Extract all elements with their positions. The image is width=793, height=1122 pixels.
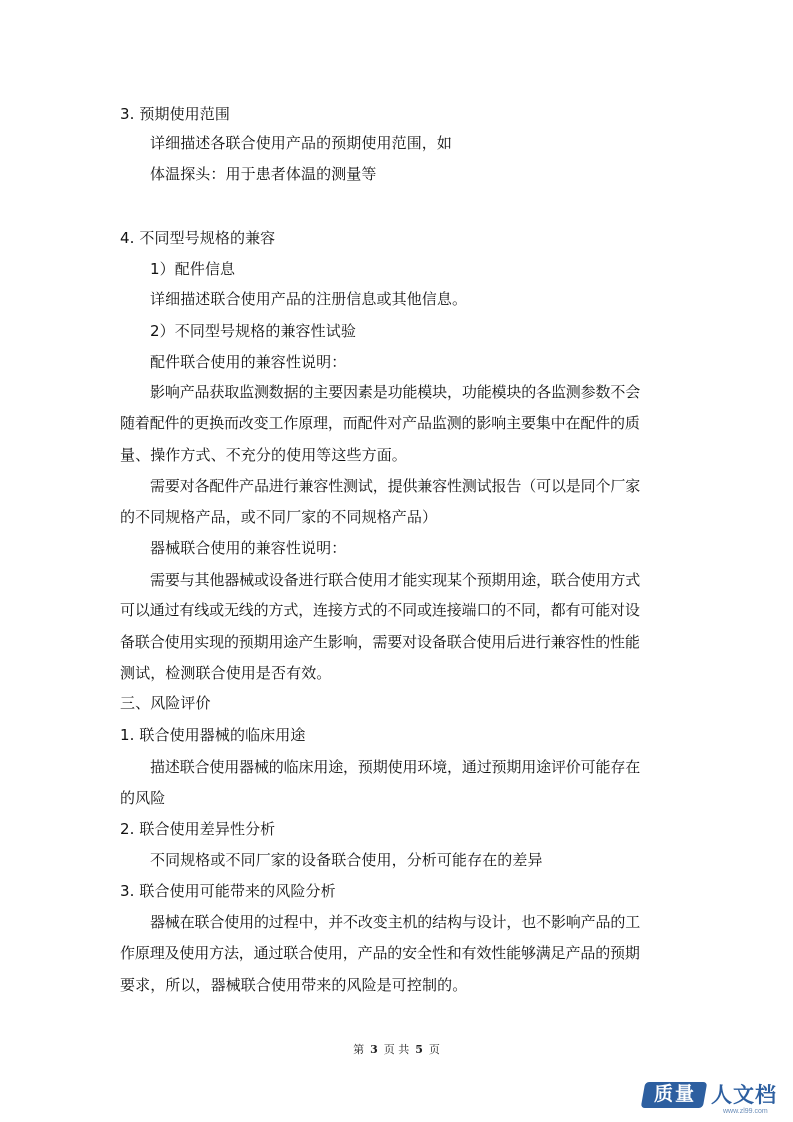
subsection-heading: 1）配件信息 xyxy=(150,260,236,278)
paragraph-line: 要求，所以，器械联合使用带来的风险是可控制的。 xyxy=(120,976,468,994)
section-heading: 3. 联合使用可能带来的风险分析 xyxy=(120,882,336,900)
chapter-heading: 三、风险评价 xyxy=(120,694,211,712)
paragraph-line: 需要与其他器械或设备进行联合使用才能实现某个预期用途，联合使用方式 xyxy=(150,571,641,589)
paragraph-line: 需要对各配件产品进行兼容性测试，提供兼容性测试报告（可以是同个厂家 xyxy=(150,477,641,495)
paragraph-line: 详细描述联合使用产品的注册信息或其他信息。 xyxy=(150,290,468,308)
paragraph-line: 体温探头：用于患者体温的测量等 xyxy=(150,165,377,183)
watermark-badge-text: 质量 xyxy=(653,1083,696,1105)
paragraph-line: 的不同规格产品，或不同厂家的不同规格产品） xyxy=(120,508,438,526)
watermark-url: www.zl99.com xyxy=(723,1108,768,1115)
footer-suffix: 页 xyxy=(428,1043,440,1056)
paragraph-line: 量、操作方式、不充分的使用等这些方面。 xyxy=(120,446,407,464)
footer-middle: 页 共 xyxy=(383,1043,410,1056)
paragraph-line: 作原理及使用方法，通过联合使用，产品的安全性和有效性能够满足产品的预期 xyxy=(120,944,640,962)
paragraph-line: 详细描述各联合使用产品的预期使用范围，如 xyxy=(150,134,453,152)
page-footer xyxy=(0,1043,793,1057)
paragraph-line: 描述联合使用器械的临床用途，预期使用环境，通过预期用途评价可能存在 xyxy=(150,758,641,776)
watermark-logo xyxy=(641,1078,789,1118)
paragraph-line: 可以通过有线或无线的方式，连接方式的不同或连接端口的不同，都有可能对设 xyxy=(120,601,640,619)
total-page-number: 5 xyxy=(415,1043,423,1056)
paragraph-line: 的风险 xyxy=(120,789,166,807)
paragraph-line: 器械联合使用的兼容性说明： xyxy=(150,539,347,557)
section-heading: 2. 联合使用差异性分析 xyxy=(120,820,276,838)
paragraph-line: 随着配件的更换而改变工作原理，而配件对产品监测的影响主要集中在配件的质 xyxy=(120,414,640,432)
subsection-heading: 2）不同型号规格的兼容性试验 xyxy=(150,322,356,340)
watermark-text: 人文档 xyxy=(711,1083,777,1107)
paragraph-line: 器械在联合使用的过程中，并不改变主机的结构与设计，也不影响产品的工 xyxy=(150,913,641,931)
paragraph-line: 配件联合使用的兼容性说明： xyxy=(150,353,347,371)
paragraph-line: 影响产品获取监测数据的主要因素是功能模块，功能模块的各监测参数不会 xyxy=(150,383,641,401)
paragraph-line: 备联合使用实现的预期用途产生影响，需要对设备联合使用后进行兼容性的性能 xyxy=(120,633,640,651)
section-heading: 3. 预期使用范围 xyxy=(120,105,230,123)
section-heading: 4. 不同型号规格的兼容 xyxy=(120,229,276,247)
paragraph-line: 测试，检测联合使用是否有效。 xyxy=(120,664,332,682)
section-heading: 1. 联合使用器械的临床用途 xyxy=(120,726,306,744)
current-page-number: 3 xyxy=(370,1043,378,1056)
footer-prefix: 第 xyxy=(353,1043,365,1056)
paragraph-line: 不同规格或不同厂家的设备联合使用，分析可能存在的差异 xyxy=(150,851,543,869)
